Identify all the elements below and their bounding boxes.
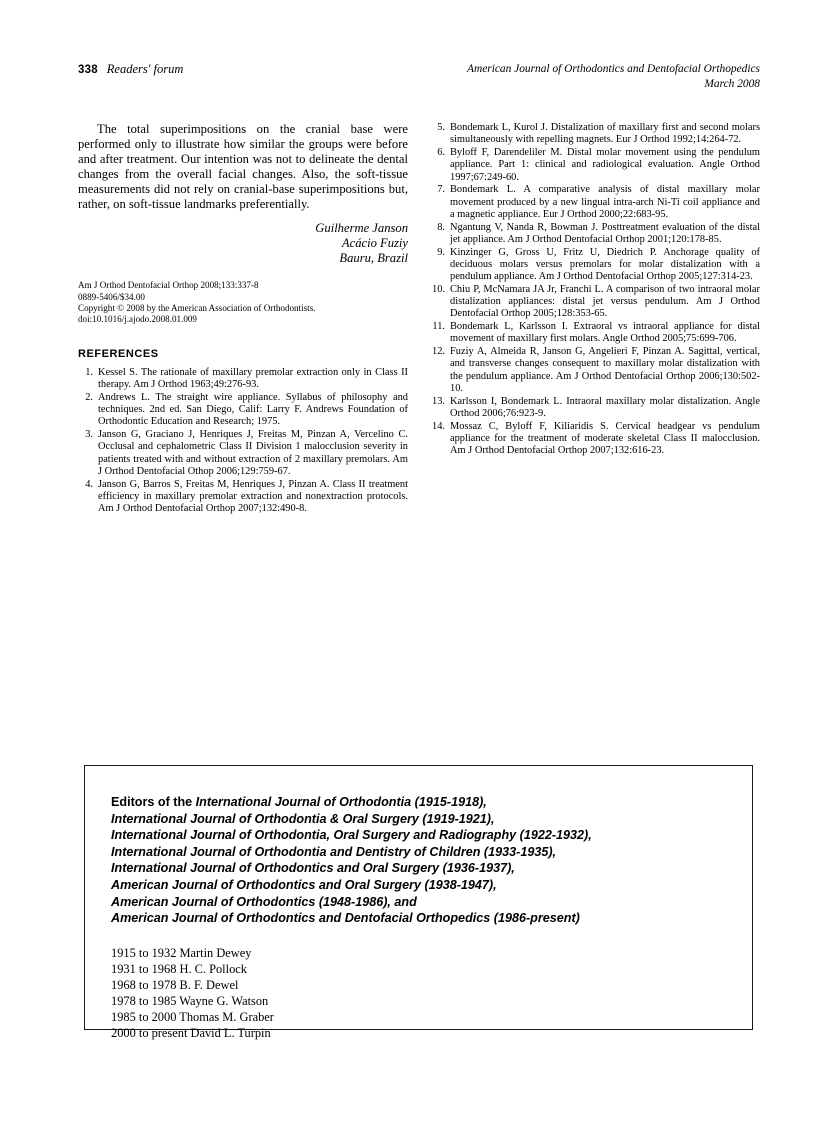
copyright-notice: Copyright © 2008 by the American Association of Orthodontists. (78, 302, 316, 313)
editor-term: 2000 to present David L. Turpin (111, 1026, 271, 1041)
journal-title-line (111, 794, 752, 811)
page-number: 338 (78, 64, 98, 76)
journal-title: International Journal of Orthodontia (1915-1918), (195, 795, 487, 809)
reference-number: 12. (432, 346, 445, 357)
reference-item (78, 367, 408, 392)
reference-text: Bondemark L, Karlsson I. Extraoral vs intraoral appliance for distal movement of maxillary first molars. Angle Orthod 2005;75:699-706. (450, 321, 760, 345)
journal-title: International Journal of Orthodontia & Oral Surgery (1919-1921), (111, 811, 495, 826)
journal-title: American Journal of Orthodontics and Oral Surgery (1938-1947), (111, 877, 497, 892)
journal-title-line (111, 894, 752, 911)
journal-title-line (111, 877, 752, 894)
reference-text: Bondemark L. A comparative analysis of distal maxillary molar movement produced by a new lingual intra-arch Ni-Ti coil appliance and a magnetic appliance. Eur J Orthod 2000;22:683-95. (450, 184, 760, 220)
reference-number: 2. (85, 391, 93, 403)
column-left (78, 122, 408, 516)
reference-text: Mossaz C, Byloff F, Kiliaridis S. Cervical headgear vs pendulum appliance for the treatment of moderate skeletal Class II malocclusion. Am J Orthod Dentofacial Orthop 2007;132:616-23. (450, 420, 760, 456)
reference-number: 8. (437, 221, 445, 233)
reference-text: Janson G, Graciano J, Henriques J, Freitas M, Pinzan A, Vercelino C. Occlusal and cephalometric Class II Division 1 malocclusion severity in patients treated with and without extraction of 2 maxillary premolars. Am J Orthod Dentofacial Othop 2006;129:759-67. (98, 429, 408, 477)
reference-text: Byloff F, Darendeliler M. Distal molar movement using the pendulum appliance. Part 1: clinical and radiological evaluation. Angle Orthod 1997;67:249-60. (450, 147, 760, 183)
reference-text: Kessel S. The rationale of maxillary premolar extraction only in Class II therapy. Am J Orthod 1963;49:276-93. (98, 366, 408, 391)
doi: doi:10.1016/j.ajodo.2008.01.009 (78, 314, 197, 325)
section-title: Readers' forum (106, 62, 184, 76)
reference-item (430, 321, 760, 346)
journal-title: American Journal of Orthodontics (1948-1986), and (111, 894, 417, 909)
reference-text: Janson G, Barros S, Freitas M, Henriques J, Pinzan A. Class II treatment efficiency in maxillary premolar extraction and nonextraction protocols. Am J Orthod Dentofacial Orthop 2007;132:490-8. (98, 478, 408, 515)
reference-number: 11. (432, 321, 445, 332)
editor-term: 1985 to 2000 Thomas M. Graber (111, 1010, 274, 1025)
reference-item (430, 247, 760, 284)
article-citation: Am J Orthod Dentofacial Orthop 2008;133:337-8 (78, 280, 259, 291)
reference-item (78, 479, 408, 516)
reference-item (78, 429, 408, 478)
editor-term-list (111, 945, 752, 1042)
references-heading: REFERENCES (78, 347, 159, 360)
author-name-2: Acácio Fuziy (341, 235, 408, 250)
reference-item (430, 396, 760, 421)
author-location: Bauru, Brazil (339, 250, 408, 265)
journal-title: International Journal of Orthodontics and Oral Surgery (1936-1937), (111, 861, 515, 876)
reference-list-left (78, 367, 408, 516)
reference-number: 1. (85, 366, 93, 378)
reference-text: Fuziy A, Almeida R, Janson G, Angelieri F, Pinzan A. Sagittal, vertical, and transverse changes consequent to maxillary molar distalization with the pendulum appliance. Am J Orthod Dentofacial Orthop 2006;130:502-10. (450, 346, 760, 394)
reference-number: 14. (432, 420, 445, 432)
journal-title: International Journal of Orthodontia, Oral Surgery and Radiography (1922-1932), (111, 828, 592, 843)
reference-text: Andrews L. The straight wire appliance. Syllabus of philosophy and techniques. 2nd ed. San Diego, Calif: Larry F. Andrews Foundation of Orthodontic Education and Research; 1975. (98, 391, 408, 428)
reference-item (430, 147, 760, 184)
journal-title-line (111, 910, 752, 927)
issue-date: March 2008 (704, 78, 760, 91)
reference-text: Karlsson I, Bondemark L. Intraoral maxillary molar distalization. Angle Orthod 2006;76:923-9. (450, 395, 760, 419)
reference-number: 4. (85, 478, 93, 490)
reference-number: 10. (432, 283, 445, 295)
issn-price: 0889-5406/$34.00 (78, 291, 145, 302)
reference-item (430, 222, 760, 247)
journal-title-line (111, 844, 752, 861)
letter-body: The total superimpositions on the cranial base were performed only to illustrate how similar the groups were before and after treatment. Our intention was not to delineate the dental changes from the overall facial changes. Also, the soft-tissue measurements did not rely on cranial-base superimpositions but, rather, on soft-tissue landmarks preferentially. (78, 122, 408, 212)
journal-title-line (111, 827, 752, 844)
column-right (430, 122, 760, 458)
reference-item (430, 346, 760, 395)
running-head (78, 62, 760, 93)
copyright-block (78, 280, 408, 326)
journal-title-history (111, 794, 752, 927)
journal-title-line (111, 860, 752, 877)
editors-box-content (85, 766, 752, 1041)
editors-box (84, 765, 753, 1041)
editor-term: 1968 to 1978 B. F. Dewel (111, 977, 239, 992)
letter-signature (78, 221, 408, 267)
reference-item (430, 122, 760, 147)
reference-number: 3. (85, 429, 93, 441)
journal-name: American Journal of Orthodontics and Dentofacial Orthopedics (467, 63, 760, 75)
editor-term: 1978 to 1985 Wayne G. Watson (111, 994, 269, 1009)
reference-text: Chiu P, McNamara JA Jr, Franchi L. A comparison of two intraoral molar distalization appliances: distal jet versus pendulum. Am J Orthod Dentofacial Orthop 2005;128:353-65. (450, 283, 760, 320)
reference-text: Ngantung V, Nanda R, Bowman J. Posttreatment evaluation of the distal jet appliance. Am J Orthod Dentofacial Orthop 2001;120:178-85. (450, 221, 760, 245)
reference-item (78, 392, 408, 429)
reference-text: Kinzinger G, Gross U, Fritz U, Diedrich P. Anchorage quality of deciduous molars versus premolars for molar distalization with a pendulum appliance. Am J Orthod Dentofacial Orthop 2005;127:314-23. (450, 246, 760, 282)
reference-item (430, 184, 760, 221)
editor-term: 1931 to 1968 H. C. Pollock (111, 961, 247, 976)
reference-number: 13. (432, 395, 445, 407)
reference-item (430, 421, 760, 458)
reference-number: 5. (437, 122, 445, 133)
author-name-1: Guilherme Janson (315, 220, 408, 235)
reference-number: 7. (437, 184, 445, 196)
journal-title-line (111, 811, 752, 828)
editors-lead-text: Editors of the (111, 795, 196, 809)
reference-list-right (430, 122, 760, 457)
reference-text: Bondemark L, Kurol J. Distalization of maxillary first and second molars simultaneously with repelling magnets. Eur J Orthod 1992;14:264-72. (450, 122, 760, 146)
editor-term: 1915 to 1932 Martin Dewey (111, 945, 252, 960)
journal-title: International Journal of Orthodontia and Dentistry of Children (1933-1935), (111, 844, 557, 859)
running-head-right (467, 62, 760, 93)
reference-number: 9. (437, 246, 445, 258)
reference-item (430, 284, 760, 321)
reference-number: 6. (437, 147, 445, 158)
journal-title: American Journal of Orthodontics and Dentofacial Orthopedics (1986-present) (111, 911, 580, 926)
running-head-left (78, 62, 183, 77)
